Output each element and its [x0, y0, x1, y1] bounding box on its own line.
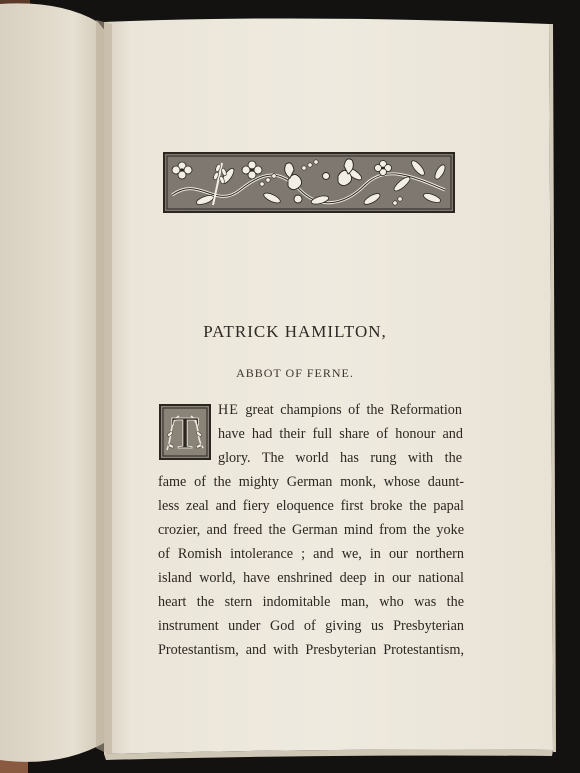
text-line-2: have had their full share of honour and	[218, 426, 463, 442]
dropcap-initial	[159, 404, 211, 460]
svg-text:T: T	[170, 407, 200, 458]
text-line-9: heart the stern indomitable man, who was the	[158, 594, 464, 610]
chapter-title: PATRICK HAMILTON,	[203, 322, 387, 341]
text-line-4: fame of the mighty German monk, whose daunt-	[158, 474, 464, 490]
text-line-6: crozier, and freed the German mind from the yoke	[158, 522, 464, 538]
text-line-3: glory. The world has rung with the	[218, 450, 462, 466]
dropcap-continuation: HE	[218, 402, 239, 418]
text-line-7: of Romish intolerance ; and we, in our northern	[158, 546, 464, 562]
ornamental-initial-icon	[159, 404, 211, 460]
text-line-8: island world, have enshrined deep in our national	[158, 570, 464, 586]
text-line-10: instrument under God of giving us Presbyterian	[158, 618, 464, 634]
first-line-text: great champions of the Reformation	[238, 402, 462, 418]
text-line-1	[218, 398, 462, 422]
text-line-11: Protestantism, and with Presbyterian Protestantism,	[158, 642, 464, 658]
text-line-5: less zeal and fiery eloquence first broke the papal	[158, 498, 464, 514]
chapter-subtitle: ABBOT OF FERNE.	[236, 366, 354, 380]
